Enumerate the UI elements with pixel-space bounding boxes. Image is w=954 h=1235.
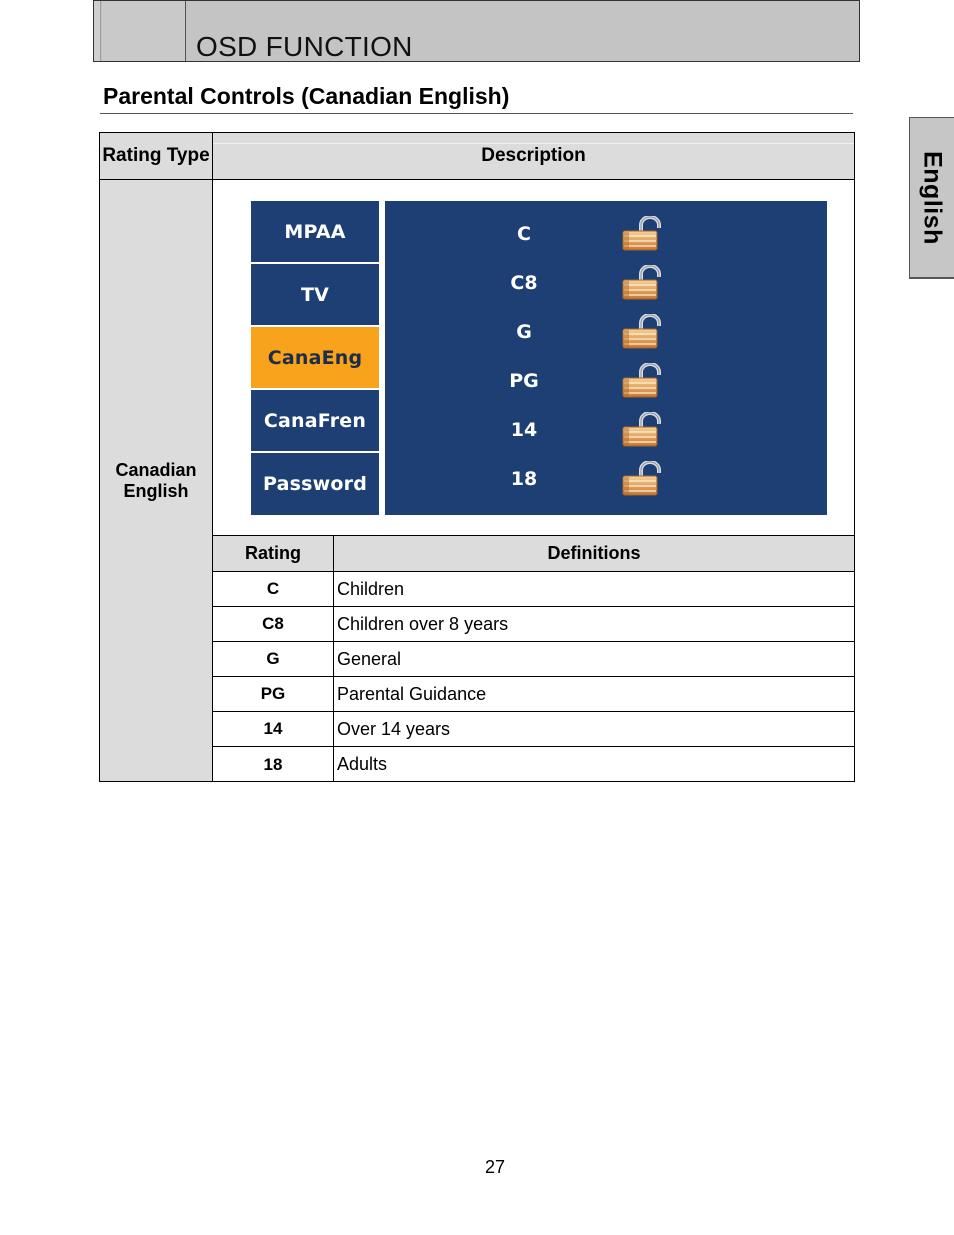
definition-text: General — [337, 648, 402, 669]
side-tab-label: English — [918, 150, 947, 245]
table-row — [213, 747, 854, 782]
page-number: 27 — [484, 1157, 506, 1177]
definition-text: Adults — [337, 754, 388, 774]
osd-rating-row[interactable] — [385, 408, 827, 452]
osd-rating-code: C — [517, 223, 531, 245]
table-row — [213, 607, 854, 642]
osd-menu-item-canaeng[interactable]: CanaEng — [251, 327, 379, 388]
osd-rating-code: C8 — [510, 272, 538, 294]
section-title: Parental Controls (Canadian English) — [103, 83, 510, 109]
osd-menu-item-canafren[interactable]: CanaFren — [251, 390, 379, 451]
unlocked-padlock-icon[interactable] — [621, 216, 663, 252]
osd-screen — [251, 201, 827, 515]
unlocked-padlock-icon[interactable] — [621, 314, 663, 350]
definition-rating-code: C8 — [213, 607, 334, 641]
osd-menu — [251, 201, 381, 515]
table-row — [213, 712, 854, 747]
table-row — [213, 677, 854, 712]
osd-rating-code: G — [516, 321, 532, 343]
definitions-header-rating: Rating — [213, 536, 334, 572]
header-decorative-cell — [94, 1, 186, 61]
osd-rating-code: 18 — [510, 468, 538, 490]
definition-rating-code: C — [213, 572, 334, 606]
table-row — [213, 642, 854, 677]
definition-rating-code: 14 — [213, 712, 334, 746]
osd-menu-item-password[interactable]: Password — [251, 453, 379, 515]
rating-table — [99, 132, 855, 782]
language-side-tab — [909, 117, 954, 279]
unlocked-padlock-icon[interactable] — [621, 461, 663, 497]
osd-rating-row[interactable] — [385, 261, 827, 305]
definition-text: Children over 8 years — [337, 613, 509, 634]
definition-text: Parental Guidance — [337, 683, 487, 704]
header-title: OSD FUNCTION — [196, 31, 413, 62]
header-description — [213, 133, 854, 180]
rating-type-cell — [100, 180, 213, 781]
section-divider — [100, 113, 853, 114]
definition-rating-code: PG — [213, 677, 334, 711]
header-rating-type: Rating Type — [100, 133, 213, 180]
osd-ratings-panel — [385, 201, 827, 515]
unlocked-padlock-icon[interactable] — [621, 265, 663, 301]
osd-menu-item-tv[interactable]: TV — [251, 264, 379, 325]
unlocked-padlock-icon[interactable] — [621, 363, 663, 399]
osd-rating-row[interactable] — [385, 359, 827, 403]
definitions-header-definitions: Definitions — [334, 536, 854, 572]
osd-menu-item-mpaa[interactable]: MPAA — [251, 201, 379, 262]
unlocked-padlock-icon[interactable] — [621, 412, 663, 448]
osd-rating-code: PG — [509, 370, 539, 392]
definition-rating-code: G — [213, 642, 334, 676]
definition-rating-code: 18 — [213, 747, 334, 782]
osd-screenshot-cell — [213, 180, 854, 536]
header-description-label: Description — [481, 145, 586, 166]
table-row — [213, 572, 854, 607]
definition-text: Children — [337, 578, 405, 599]
osd-rating-code: 14 — [510, 419, 538, 441]
page-header — [93, 0, 860, 62]
rating-type-value: Canadian English — [115, 459, 197, 501]
osd-rating-row[interactable] — [385, 212, 827, 256]
osd-rating-row[interactable] — [385, 310, 827, 354]
definition-text: Over 14 years — [337, 718, 451, 739]
osd-rating-row[interactable] — [385, 457, 827, 501]
